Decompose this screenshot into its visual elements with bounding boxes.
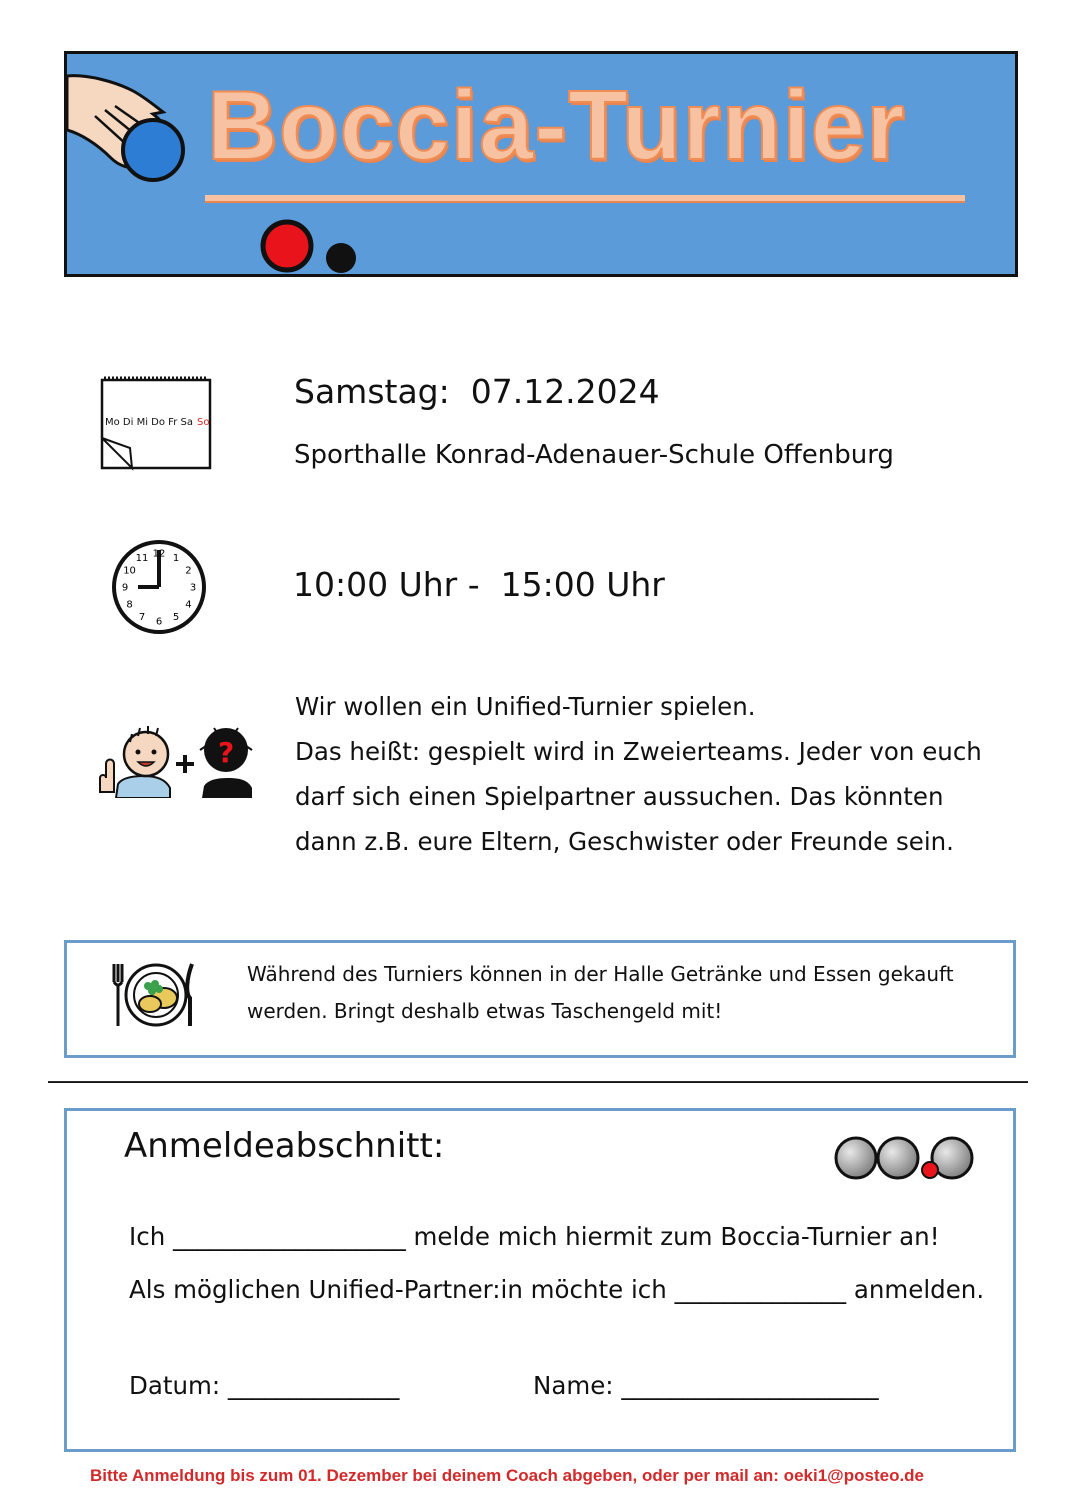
clock-numeral: 3 <box>189 582 197 594</box>
description-line: Wir wollen ein Unified-Turnier spielen. <box>295 692 756 721</box>
boccia-balls-icon <box>832 1134 978 1184</box>
meal-icon <box>108 960 200 1030</box>
form-name-sentence[interactable]: Ich ___________________ melde mich hiermit zum Boccia-Turnier an! <box>129 1222 940 1251</box>
form-title: Anmeldeabschnitt: <box>124 1126 445 1166</box>
calendar-icon <box>100 376 214 472</box>
form-partner-sentence[interactable]: Als möglichen Unified-Partner:in möchte ich ______________ anmelden. <box>129 1275 985 1304</box>
partner-icon <box>96 724 256 798</box>
clock-icon <box>110 538 208 636</box>
title-banner <box>64 51 1018 277</box>
description-line: dann z.B. eure Eltern, Geschwister oder Freunde sein. <box>295 827 954 856</box>
clock-numeral: 8 <box>126 599 133 611</box>
clock-numeral: 7 <box>138 611 146 623</box>
event-date: Samstag: 07.12.2024 <box>294 372 660 411</box>
form-signature-field[interactable]: Name: _____________________ <box>533 1371 879 1400</box>
food-line: Während des Turniers können in der Halle Getränke und Essen gekauft <box>247 962 954 986</box>
clock-numeral: 12 <box>152 548 166 560</box>
registration-deadline-note: Bitte Anmeldung bis zum 01. Dezember bei deinem Coach abgeben, oder per mail an: oeki1@posteo.de <box>90 1466 925 1485</box>
food-info-text <box>247 956 997 1030</box>
sunday-label: So <box>197 417 210 428</box>
red-ball-icon <box>263 222 311 270</box>
jack-ball-icon <box>326 243 356 273</box>
tournament-description <box>295 684 1035 864</box>
clock-numeral: 10 <box>123 565 136 577</box>
event-venue: Sporthalle Konrad-Adenauer-Schule Offenburg <box>294 440 894 470</box>
description-line: darf sich einen Spielpartner aussuchen. Das könnten <box>295 782 944 811</box>
food-line: werden. Bringt deshalb etwas Taschengeld mit! <box>247 999 723 1023</box>
event-time: 10:00 Uhr - 15:00 Uhr <box>293 565 665 604</box>
description-line: Das heißt: gespielt wird in Zweierteams. Jeder von euch <box>295 737 982 766</box>
clock-numeral: 2 <box>185 565 192 577</box>
cut-line: ——————————————————————————————————— <box>48 1070 1028 1090</box>
clock-numeral: 11 <box>135 553 149 565</box>
clock-numeral: 6 <box>155 616 163 628</box>
form-date-field[interactable]: Datum: ______________ <box>129 1371 400 1400</box>
svg-text:?: ? <box>218 736 235 769</box>
blue-ball-icon <box>123 120 183 180</box>
clock-numeral: 1 <box>172 553 180 565</box>
clock-numeral: 5 <box>172 611 180 623</box>
clock-numeral: 4 <box>185 599 192 611</box>
clock-numeral: 9 <box>121 582 129 594</box>
banner-title: Boccia-Turnier <box>207 70 906 180</box>
weekday-labels: Mo Di Mi Do Fr Sa <box>105 417 193 428</box>
